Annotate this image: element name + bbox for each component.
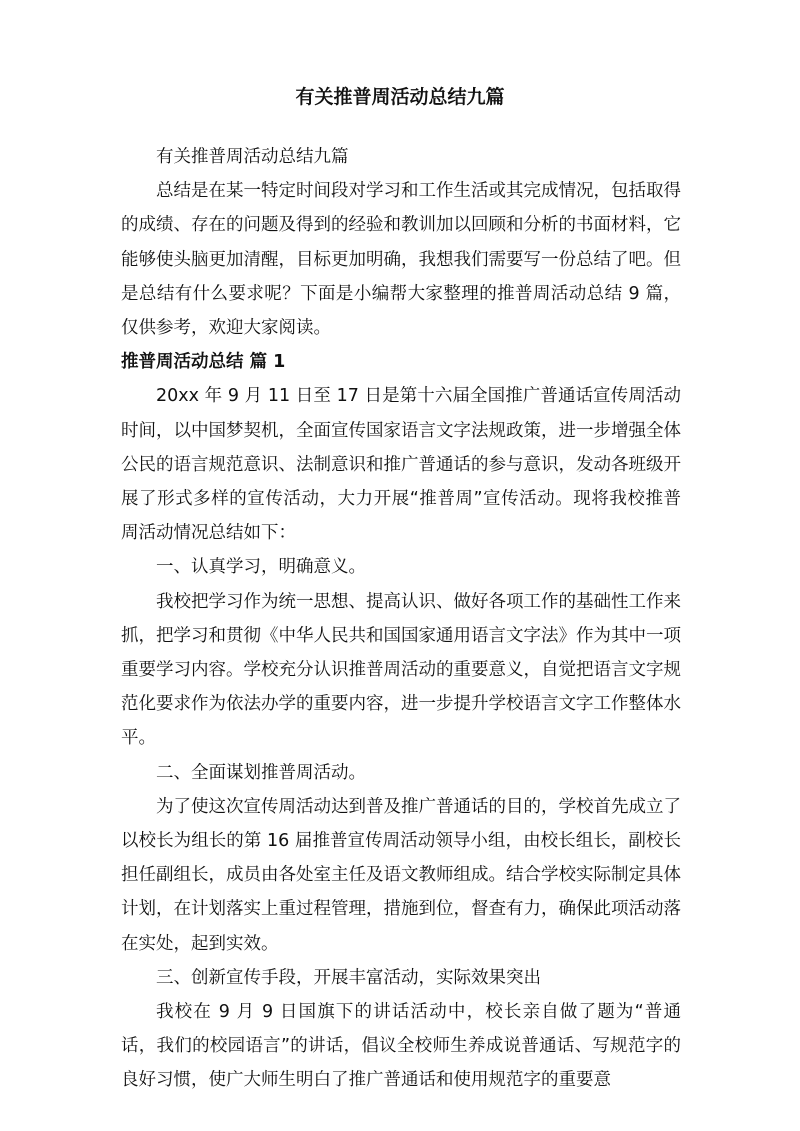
intro-title: 有关推普周活动总结九篇: [156, 147, 349, 167]
paragraph-innovation: 我校在 9 月 9 日国旗下的讲话活动中，校长亲自做了题为“普通话，我们的校园语言”的讲话，倡议全校师生养成说普通话、写规范字的良好习惯，使广大师生明白了推广普通话和使用规范字的重要意: [121, 1002, 681, 1091]
section-heading: 推普周活动总结 篇 1: [121, 352, 286, 373]
paragraph-plan: 为了使这次宣传周活动达到普及推广普通话的目的，学校首先成立了以校长为组长的第 16 届推普宣传周活动领导小组，由校长组长，副校长担任副组长，成员由各处室主任及语文教师组成。结合学校实际制定具体计划，在计划落实上重过程管理，措施到位，督查有力，确保此项活动落在实处，起到实效。: [121, 796, 681, 954]
document-title: 有关推普周活动总结九篇: [295, 86, 505, 108]
intro-paragraph: 总结是在某一特定时间段对学习和工作生活或其完成情况，包括取得的成绩、存在的问题及得到的经验和教训加以回顾和分析的书面材料，它能够使头脑更加清醒，目标更加明确，我想我们需要写一份总结了吧。但是总结有什么要求呢？下面是小编帮大家整理的推普周活动总结 9 篇，仅供参考，欢迎大家阅读。: [121, 181, 681, 339]
subheading-study: 一、认真学习，明确意义。: [156, 557, 366, 578]
subheading-plan: 二、全面谋划推普周活动。: [156, 762, 366, 783]
document-body: [121, 140, 681, 1098]
subheading-innovation: 三、创新宣传手段，开展丰富活动，实际效果突出: [156, 967, 541, 988]
paragraph-study: 我校把学习作为统一思想、提高认识、做好各项工作的基础性工作来抓，把学习和贯彻《中华人民共和国国家通用语言文字法》作为其中一项重要学习内容。学校充分认识推普周活动的重要意义，自觉把语言文字规范化要求作为依法办学的重要内容，进一步提升学校语言文字工作整体水平。: [121, 591, 681, 749]
paragraph-dates: 20xx 年 9 月 11 日至 17 日是第十六届全国推广普通话宣传周活动时间，以中国梦契机，全面宣传国家语言文字法规政策，进一步增强全体公民的语言规范意识、法制意识和推广普通话的参与意识，发动各班级开展了形式多样的宣传活动，大力开展“推普周”宣传活动。现将我校推普周活动情况总结如下：: [121, 386, 681, 544]
